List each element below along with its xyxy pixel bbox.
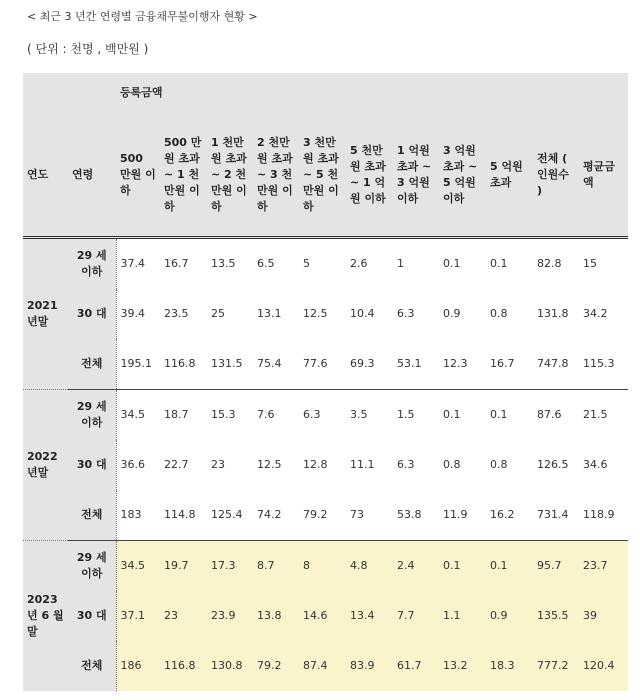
value-cell: 53.8	[397, 508, 422, 521]
table-row	[23, 641, 628, 691]
value-cell: 0.8	[490, 458, 508, 471]
value-cell: 1	[397, 257, 404, 270]
value-cell: 0.9	[486, 591, 533, 641]
value-cell: 7.6	[253, 390, 299, 441]
value-cell: 15.3	[207, 390, 253, 441]
value-cell: 115.3	[583, 357, 615, 370]
value-cell: 12.5	[303, 307, 328, 320]
value-cell: 23	[211, 458, 225, 471]
value-cell: 0.1	[486, 390, 533, 441]
age-cell: 30 대	[68, 591, 116, 641]
year-cell: 2021 년말	[23, 238, 68, 390]
value-cell: 0.1	[439, 390, 486, 441]
value-cell: 135.5	[533, 591, 579, 641]
value-cell: 23	[160, 591, 207, 641]
value-cell: 5	[303, 257, 310, 270]
value-cell: 34.5	[116, 390, 160, 441]
header-col: 1 천만원 초과 ~ 2 천만원 이하	[207, 113, 253, 238]
value-cell: 15	[583, 257, 598, 270]
age-cell: 29 세 이하	[68, 238, 116, 290]
table-row	[23, 238, 628, 290]
age-cell: 29 세 이하	[68, 390, 116, 441]
value-cell: 13.1	[257, 307, 282, 320]
header-col: 500 만원 초과 ~ 1 천만원 이하	[160, 113, 207, 238]
value-cell: 34.5	[116, 541, 160, 592]
value-cell: 0.8	[443, 458, 461, 471]
header-col: 5 천만원 초과 ~ 1 억원 이하	[346, 113, 393, 238]
value-cell: 118.9	[583, 508, 615, 521]
delinquent-borrowers-table	[23, 73, 628, 691]
age-cell: 30 대	[68, 289, 116, 339]
header-col: 2 천만원 초과 ~ 3 천만원 이하	[253, 113, 299, 238]
value-cell: 37.1	[116, 591, 160, 641]
value-cell: 0.1	[439, 541, 486, 592]
unit-note: ( 단위 : 천명 , 백만원 )	[27, 42, 149, 56]
value-cell: 195.1	[120, 357, 152, 370]
value-cell: 16.7	[164, 257, 189, 270]
value-cell: 126.5	[537, 458, 569, 471]
value-cell: 25	[211, 307, 225, 320]
value-cell: 69.3	[350, 357, 375, 370]
value-cell: 6.3	[397, 458, 415, 471]
year-cell: 2023 년 6 월말	[23, 541, 68, 692]
value-cell: 747.8	[537, 357, 569, 370]
value-cell: 87.4	[299, 641, 346, 691]
table-row	[23, 541, 628, 592]
value-cell: 34.2	[583, 307, 608, 320]
value-cell: 14.6	[299, 591, 346, 641]
value-cell: 125.4	[211, 508, 243, 521]
table-row	[23, 440, 628, 490]
value-cell: 120.4	[579, 641, 628, 691]
value-cell: 116.8	[164, 357, 196, 370]
value-cell: 36.6	[120, 458, 145, 471]
value-cell: 3.5	[346, 390, 393, 441]
value-cell: 74.2	[257, 508, 282, 521]
value-cell: 39	[579, 591, 628, 641]
value-cell: 61.7	[393, 641, 439, 691]
value-cell: 8.7	[253, 541, 299, 592]
value-cell: 7.7	[393, 591, 439, 641]
value-cell: 1.5	[393, 390, 439, 441]
value-cell: 13.4	[346, 591, 393, 641]
value-cell: 8	[299, 541, 346, 592]
value-cell: 130.8	[207, 641, 253, 691]
value-cell: 131.5	[211, 357, 243, 370]
table-body	[23, 238, 628, 692]
value-cell: 75.4	[257, 357, 282, 370]
value-cell: 0.1	[486, 541, 533, 592]
header-age: 연령	[68, 113, 116, 238]
value-cell: 73	[350, 508, 364, 521]
header-year: 연도	[23, 113, 68, 238]
age-cell: 전체	[68, 641, 116, 691]
table-row	[23, 289, 628, 339]
header-col: 3 억원 초과 ~ 5 억원 이하	[439, 113, 486, 238]
value-cell: 87.6	[533, 390, 579, 441]
value-cell: 37.4	[120, 257, 145, 270]
header-col: 5 억원 초과	[486, 113, 533, 238]
value-cell: 116.8	[160, 641, 207, 691]
value-cell: 6.3	[397, 307, 415, 320]
value-cell: 13.5	[211, 257, 236, 270]
age-cell: 30 대	[68, 440, 116, 490]
header-total: 전체 ( 인원수 )	[533, 113, 579, 238]
value-cell: 0.8	[490, 307, 508, 320]
value-cell: 6.3	[299, 390, 346, 441]
value-cell: 13.2	[439, 641, 486, 691]
value-cell: 34.6	[583, 458, 608, 471]
table-row	[23, 591, 628, 641]
age-cell: 29 세 이하	[68, 541, 116, 592]
age-cell: 전체	[68, 490, 116, 541]
value-cell: 2.6	[350, 257, 368, 270]
value-cell: 23.9	[207, 591, 253, 641]
value-cell: 18.7	[160, 390, 207, 441]
value-cell: 95.7	[533, 541, 579, 592]
value-cell: 0.1	[490, 257, 508, 270]
value-cell: 731.4	[537, 508, 569, 521]
header-col: 3 천만원 초과 ~ 5 천만원 이하	[299, 113, 346, 238]
value-cell: 12.3	[443, 357, 468, 370]
value-cell: 83.9	[346, 641, 393, 691]
value-cell: 79.2	[253, 641, 299, 691]
table-row	[23, 390, 628, 441]
value-cell: 18.3	[486, 641, 533, 691]
value-cell: 22.7	[164, 458, 189, 471]
value-cell: 79.2	[303, 508, 328, 521]
value-cell: 13.8	[253, 591, 299, 641]
table-row	[23, 339, 628, 390]
header-col: 1 억원 초과 ~ 3 억원 이하	[393, 113, 439, 238]
value-cell: 17.3	[207, 541, 253, 592]
table-row	[23, 490, 628, 541]
value-cell: 777.2	[533, 641, 579, 691]
value-cell: 186	[116, 641, 160, 691]
value-cell: 23.5	[164, 307, 189, 320]
value-cell: 1.1	[439, 591, 486, 641]
value-cell: 19.7	[160, 541, 207, 592]
value-cell: 82.8	[537, 257, 562, 270]
value-cell: 4.8	[346, 541, 393, 592]
value-cell: 16.7	[490, 357, 515, 370]
value-cell: 131.8	[537, 307, 569, 320]
header-col: 500 만원 이하	[116, 113, 160, 238]
value-cell: 0.9	[443, 307, 461, 320]
value-cell: 77.6	[303, 357, 328, 370]
value-cell: 114.8	[164, 508, 196, 521]
header-avg: 평균금액	[579, 113, 628, 238]
value-cell: 11.1	[350, 458, 375, 471]
value-cell: 6.5	[257, 257, 275, 270]
year-cell: 2022 년말	[23, 390, 68, 541]
value-cell: 12.5	[257, 458, 282, 471]
value-cell: 12.8	[303, 458, 328, 471]
value-cell: 16.2	[490, 508, 515, 521]
header-group-label: 등록금액	[116, 73, 533, 113]
value-cell: 21.5	[579, 390, 628, 441]
value-cell: 23.7	[579, 541, 628, 592]
value-cell: 10.4	[350, 307, 375, 320]
table-title: < 최근 3 년간 연령별 금융채무불이행자 현황 >	[27, 10, 258, 23]
value-cell: 11.9	[443, 508, 468, 521]
value-cell: 0.1	[443, 257, 461, 270]
value-cell: 183	[120, 508, 142, 521]
value-cell: 53.1	[397, 357, 422, 370]
age-cell: 전체	[68, 339, 116, 390]
value-cell: 2.4	[393, 541, 439, 592]
value-cell: 39.4	[120, 307, 145, 320]
